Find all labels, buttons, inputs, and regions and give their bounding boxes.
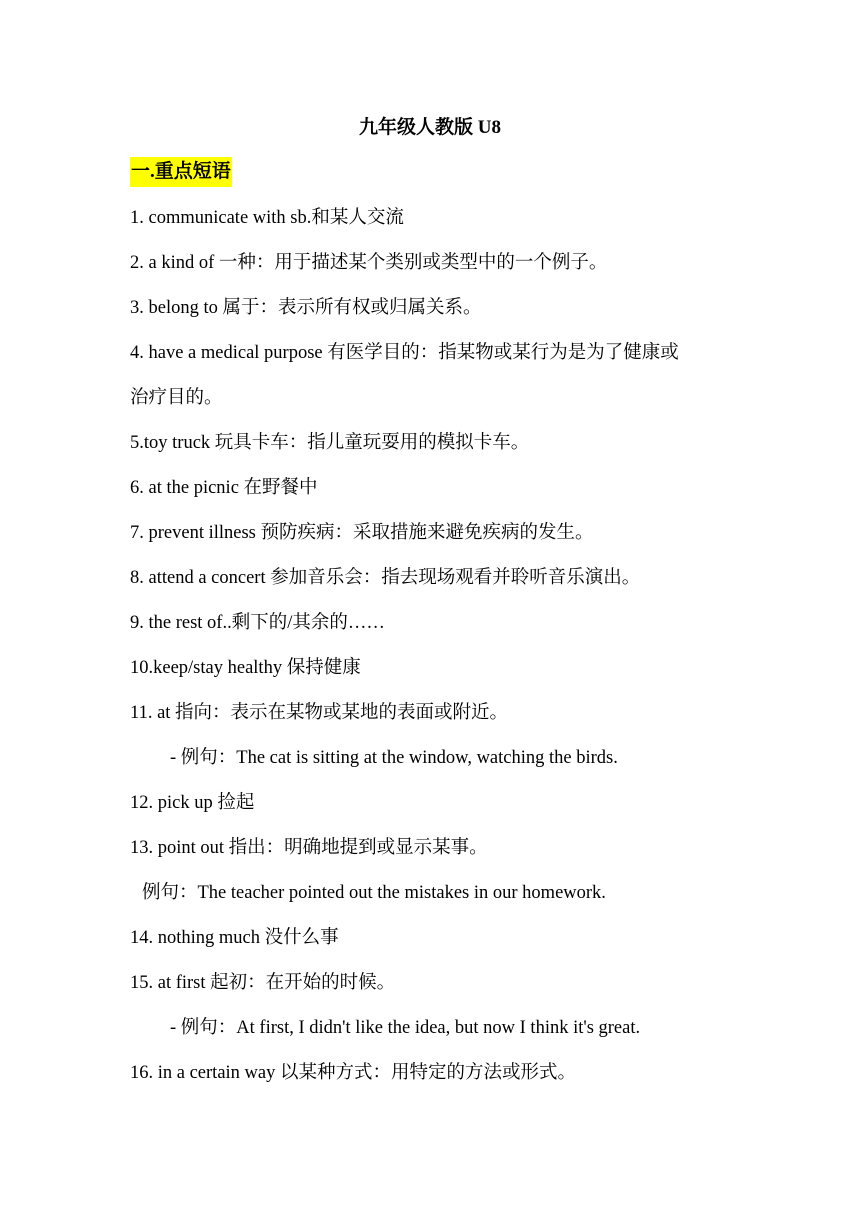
phrase-line: 2. a kind of 一种：用于描述某个类别或类型中的一个例子。 bbox=[130, 253, 608, 273]
example-sentence: - 例句：At first, I didn't like the idea, but now I think it's great. bbox=[170, 1018, 641, 1038]
phrase-line: 7. prevent illness 预防疾病：采取措施来避免疾病的发生。 bbox=[130, 523, 594, 543]
phrase-line: 8. attend a concert 参加音乐会：指去现场观看并聆听音乐演出。 bbox=[130, 568, 641, 588]
phrase-line-continuation: 治疗目的。 bbox=[130, 388, 223, 408]
phrase-line: 3. belong to 属于：表示所有权或归属关系。 bbox=[130, 298, 482, 318]
phrase-line: 6. at the picnic 在野餐中 bbox=[130, 478, 318, 498]
phrase-line: 11. at 指向：表示在某物或某地的表面或附近。 bbox=[130, 703, 509, 723]
phrase-line: 9. the rest of..剩下的/其余的…… bbox=[130, 613, 385, 633]
phrase-line: 5.toy truck 玩具卡车：指儿童玩耍用的模拟卡车。 bbox=[130, 433, 530, 453]
phrase-line: 13. point out 指出：明确地提到或显示某事。 bbox=[130, 838, 488, 858]
phrase-list bbox=[130, 203, 750, 1103]
phrase-line: 16. in a certain way 以某种方式：用特定的方法或形式。 bbox=[130, 1063, 576, 1083]
page-title: 九年级人教版 U8 bbox=[359, 117, 501, 138]
phrase-line: 12. pick up 捡起 bbox=[130, 793, 255, 813]
phrase-line: 4. have a medical purpose 有医学目的：指某物或某行为是为了健康或 bbox=[130, 343, 679, 363]
example-sentence: 例句：The teacher pointed out the mistakes in our homework. bbox=[142, 883, 606, 903]
example-sentence: - 例句：The cat is sitting at the window, watching the birds. bbox=[170, 748, 618, 768]
phrase-line: 14. nothing much 没什么事 bbox=[130, 928, 339, 948]
section-heading: 一.重点短语 bbox=[130, 157, 232, 187]
phrase-line: 15. at first 起初：在开始的时候。 bbox=[130, 973, 396, 993]
phrase-line: 10.keep/stay healthy 保持健康 bbox=[130, 658, 361, 678]
phrase-line: 1. communicate with sb.和某人交流 bbox=[130, 208, 404, 228]
